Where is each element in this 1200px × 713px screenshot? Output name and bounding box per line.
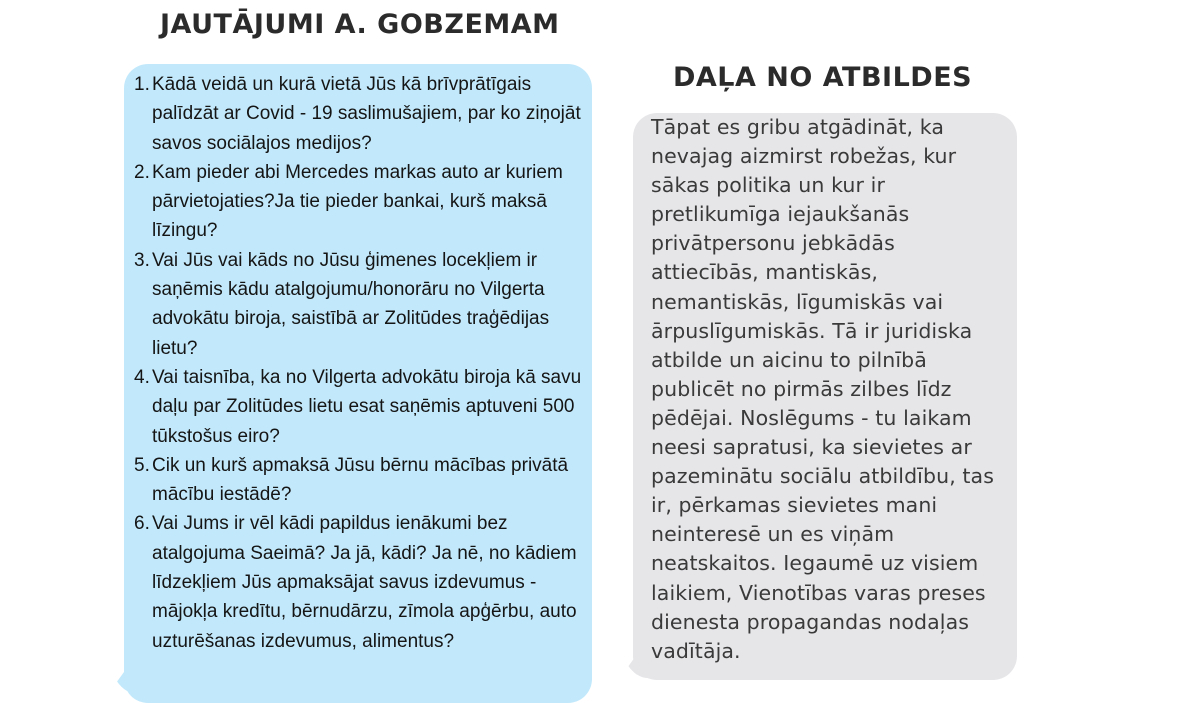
question-number: 1. xyxy=(134,74,150,95)
question-text: Cik un kurš apmaksā Jūsu bērnu mācības privātā mācību iestādē? xyxy=(152,454,569,506)
answer-message-bubble xyxy=(633,113,1017,680)
question-text: Vai taisnība, ka no Vilgerta advokātu biroja kā savu daļu par Zolitūdes lietu esat saņēmis aptuveni 500 tūkstošus eiro? xyxy=(152,366,582,447)
answer-text: Tāpat es gribu atgādināt, ka nevajag aizmirst robežas, kur sākas politika un kur ir pretlikumīga iejaukšanās privātpersonu jebkādās attiecībās, mantiskās, nemantiskās, līgumiskās vai ārpuslīgumiskās. Tā ir juridiska atbilde un aicinu to pilnībā publicēt no pirmās zilbes līdz pēdējai. Noslēgums - tu laikam neesi sapratusi, ka sievietes ar pazeminātu sociālu atbildību, tas ir, pērkamas sievietes mani neinteresē un es viņām neatskaitos. Iegaumē uz visiem laikiem, Vienotības varas preses dienesta propagandas nodaļas vadītāja. xyxy=(651,115,995,663)
question-item xyxy=(134,451,582,510)
question-text: Vai Jums ir vēl kādi papildus ienākumi bez atalgojuma Saeimā? Ja jā, kādi? Ja nē, no kādiem līdzekļiem Jūs apmaksājat savus izdevumus - mājokļa kredītu, bērnudārzu, zīmola apģērbu, auto uzturēšanas izdevumus, alimentus? xyxy=(152,513,577,652)
question-number: 5. xyxy=(134,454,150,476)
question-text: Kam pieder abi Mercedes markas auto ar kuriem pārvietojaties?Ja tie pieder bankai, kurš maksā līzingu? xyxy=(152,161,563,242)
question-item xyxy=(134,158,582,246)
question-text: Kādā veidā un kurā vietā Jūs kā brīvprātīgais palīdzāt ar Covid - 19 saslimušajiem, par ko ziņojāt savos sociālajos medijos? xyxy=(152,74,581,154)
question-item xyxy=(134,363,582,451)
question-message-bubble xyxy=(124,64,592,703)
question-number: 6. xyxy=(134,513,150,535)
question-item xyxy=(134,509,582,655)
question-item xyxy=(134,246,582,363)
question-number: 4. xyxy=(134,366,150,388)
question-item xyxy=(134,70,582,158)
question-number: 3. xyxy=(134,249,150,271)
answer-heading: DAĻA NO ATBILDES xyxy=(673,62,973,93)
questions-heading: JAUTĀJUMI A. GOBZEMAM xyxy=(160,9,560,40)
question-text: Vai Jūs vai kāds no Jūsu ģimenes locekļiem ir saņēmis kādu atalgojumu/honorāru no Vilgerta advokātu biroja, saistībā ar Zolitūdes traģēdijas lietu? xyxy=(152,249,550,359)
question-list xyxy=(134,70,582,656)
question-number: 2. xyxy=(134,161,150,183)
